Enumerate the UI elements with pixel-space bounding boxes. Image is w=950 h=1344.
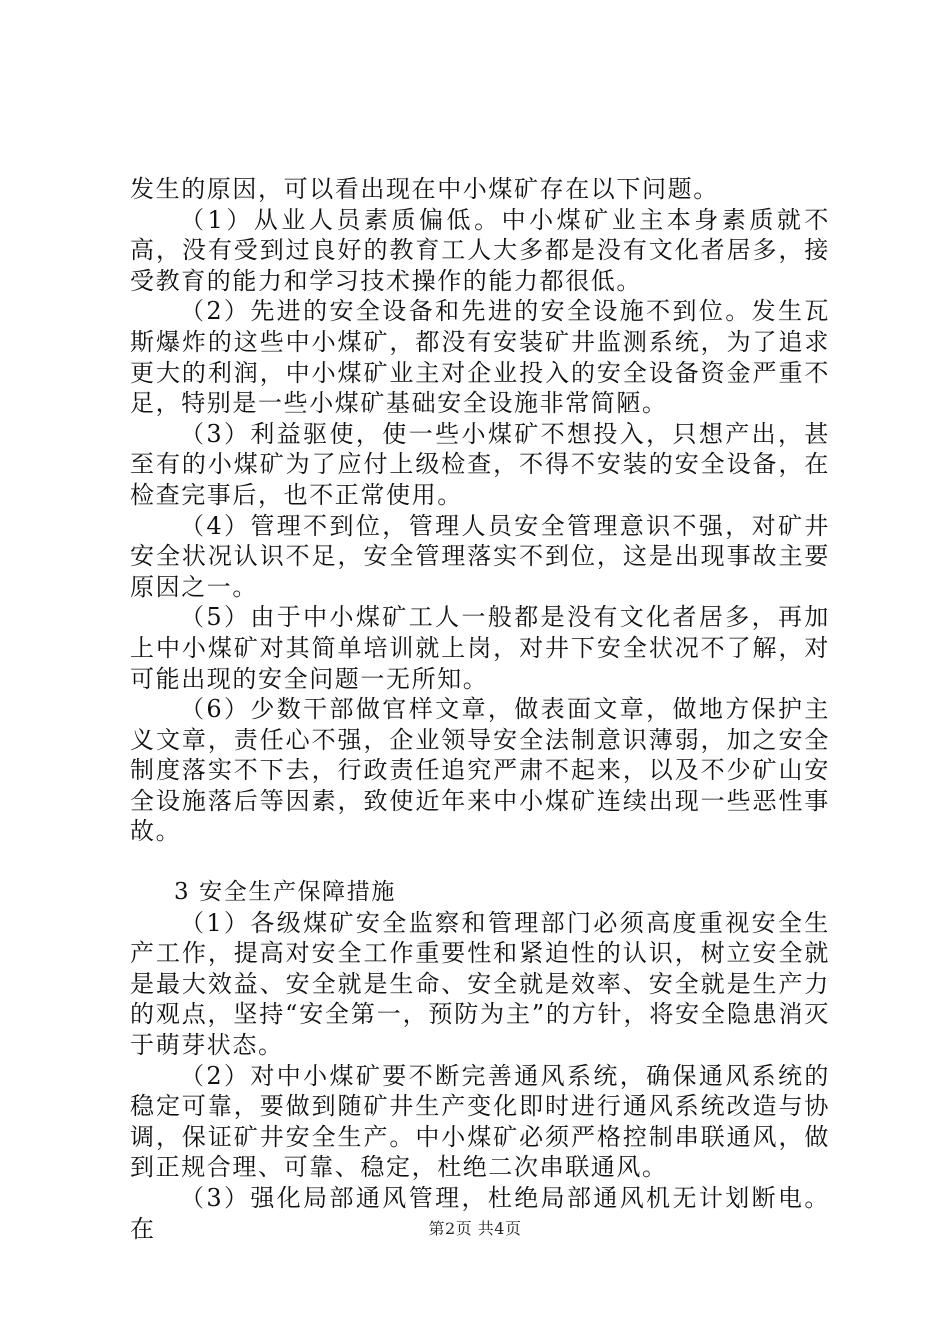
document-body (130, 174, 830, 1244)
paragraph-item-4: （4）管理不到位，管理人员安全管理意识不强，对矿井安全状况认识不足，安全管理落实不到位，这是出现事故主要原因之一。 (130, 511, 830, 601)
page-number-footer: 第2页 共4页 (428, 1219, 522, 1238)
paragraph-item-6: （6）少数干部做官样文章，做表面文章，做地方保护主义文章，责任心不强，企业领导安全法制意识薄弱，加之安全制度落实不下去，行政责任追究严肃不起来，以及不少矿山安全设施落后等因素，致使近年来中小煤矿连续出现一些恶性事故。 (130, 695, 830, 846)
paragraph-item-1: （1）从业人员素质偏低。中小煤矿业主本身素质就不高，没有受到过良好的教育工人大多都是没有文化者居多，接受教育的能力和学习技术操作的能力都很低。 (130, 205, 830, 295)
section-heading: 3 安全生产保障措施 (174, 879, 396, 906)
paragraph-item-2: （2）先进的安全设备和先进的安全设施不到位。发生瓦斯爆炸的这些中小煤矿，都没有安装矿井监测系统，为了追求更大的利润，中小煤矿业主对企业投入的安全设备资金严重不足，特别是一些小煤矿基础安全设施非常简陋。 (130, 297, 830, 418)
measure-item-2: （2）对中小煤矿要不断完善通风系统，确保通风系统的稳定可靠，要做到随矿井生产变化即时进行通风系统改造与协调，保证矿井安全生产。中小煤矿必须严格控制串联通风，做到正规合理、可靠、稳定，杜绝二次串联通风。 (130, 1061, 830, 1182)
measure-item-1: （1）各级煤矿安全监察和管理部门必须高度重视安全生产工作，提高对安全工作重要性和紧迫性的认识，树立安全就是最大效益、安全就是生命、安全就是效率、安全就是生产力的观点，坚持“安全第一，预防为主”的方针，将安全隐患消灭于萌芽状态。 (130, 908, 830, 1060)
paragraph-continuation: 发生的原因，可以看出现在中小煤矿存在以下问题。 (130, 175, 719, 203)
paragraph-item-5: （5）由于中小煤矿工人一般都是没有文化者居多，再加上中小煤矿对其简单培训就上岗，对井下安全状况不了解，对可能出现的安全问题一无所知。 (130, 603, 830, 693)
paragraph-item-3: （3）利益驱使，使一些小煤矿不想投入，只想产出，甚至有的小煤矿为了应付上级检查，不得不安装的安全设备，在检查完事后，也不正常使用。 (130, 419, 830, 509)
measure-item-3: （3）强化局部通风管理，杜绝局部通风机无计划断电。在 (130, 1184, 830, 1243)
